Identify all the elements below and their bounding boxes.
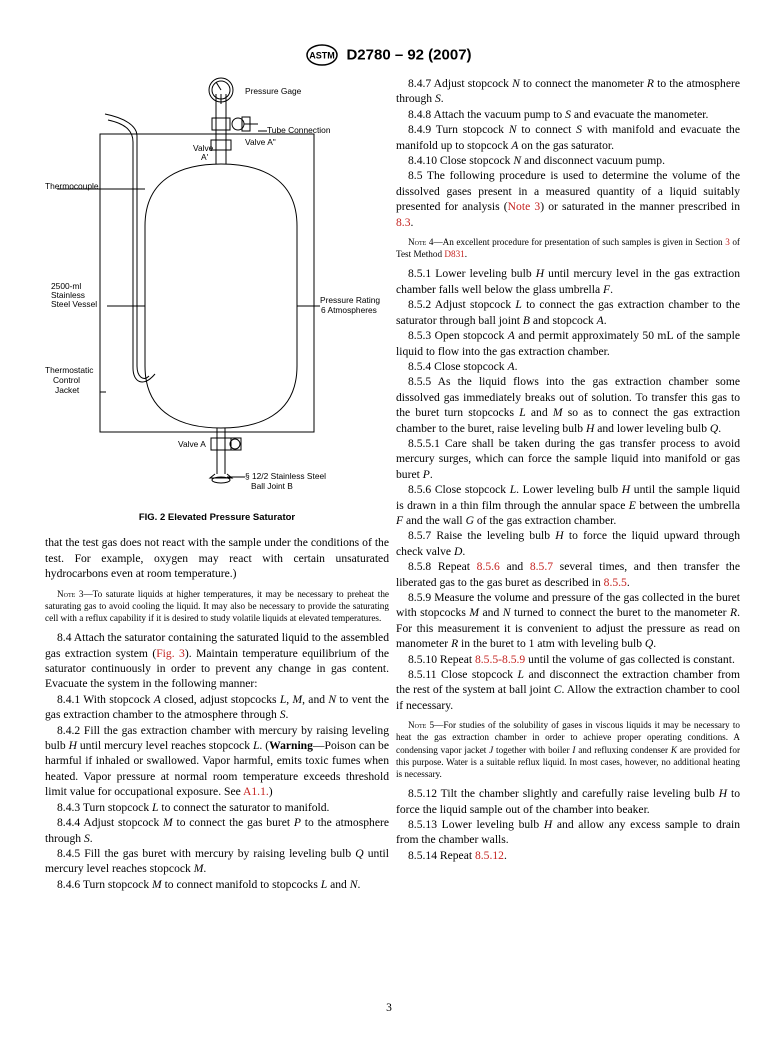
section-8-4-5: 8.4.5 Fill the gas buret with mercury by raising leveling bulb Q until mercury level reaches stopcock M. xyxy=(45,846,390,876)
section-8-4-10: 8.4.10 Close stopcock N and disconnect vacuum pump. xyxy=(408,154,665,168)
section-8-5-7: 8.5.7 Raise the leveling bulb H to force the liquid upward through check valve D. xyxy=(396,529,740,558)
link-d831[interactable]: D831 xyxy=(444,249,465,260)
label-ball-joint-2: Ball Joint B xyxy=(251,481,293,491)
section-8-5-12: 8.5.12 Tilt the chamber slightly and carefully raise leveling bulb H to force the liquid sample out of the chamber into beaker. xyxy=(396,787,740,816)
label-vessel-2: Stainless xyxy=(51,290,85,300)
label-jacket-1: Thermostatic xyxy=(45,365,94,375)
standard-designation: D2780 – 92 (2007) xyxy=(346,46,472,64)
label-vessel-3: Steel Vessel xyxy=(51,299,98,309)
section-8-4: 8.4 Attach the saturator containing the saturated liquid to the assembled gas extraction system (Fig. 3). Maintain temperature equilibrium of the saturator continuously in order to prevent any change in gas content. Evacuate the system in the following manner: xyxy=(45,631,390,691)
link-note-3[interactable]: Note 3 xyxy=(507,200,541,214)
label-tube-connection: Tube Connection xyxy=(267,125,331,135)
section-8-5-8: 8.5.8 Repeat 8.5.6 and 8.5.7 several times, and then transfer the liberated gas to the gas buret as described in 8.5.5. xyxy=(396,560,740,589)
note-3-label: Note xyxy=(57,588,76,599)
label-valve-a1-line2: A' xyxy=(201,152,209,162)
left-column xyxy=(45,76,389,892)
section-8-5-2: 8.5.2 Adjust stopcock L to connect the gas extraction chamber to the saturator through ball joint B and stopcock A. xyxy=(396,298,740,327)
section-8-4-8: 8.4.8 Attach the vacuum pump to S and evacuate the manometer. xyxy=(408,107,709,121)
section-8-4-4: 8.4.4 Adjust stopcock M to connect the gas buret P to the atmosphere through S. xyxy=(45,816,389,845)
label-vessel-1: 2500-ml xyxy=(51,281,82,291)
link-8-5-6[interactable]: 8.5.6 xyxy=(476,560,500,574)
link-section-3[interactable]: 3 xyxy=(725,237,730,248)
saturator-diagram xyxy=(45,76,389,508)
section-8-4-3: 8.4.3 Turn stopcock L to connect the saturator to manifold. xyxy=(57,800,330,814)
section-8-5-10: 8.5.10 Repeat 8.5.5-8.5.9 until the volume of gas collected is constant. xyxy=(408,652,735,666)
section-8-5-1: 8.5.1 Lower leveling bulb H until mercury level in the gas extraction chamber falls well below the glass umbrella F. xyxy=(396,267,740,296)
label-jacket-3: Jacket xyxy=(55,385,80,395)
page-header xyxy=(0,44,778,66)
note-3-text: 3—To saturate liquids at higher temperatures, it may be necessary to preheat the saturating gas to avoid cooling the liquid. It may also be necessary to provide the saturating cell with a reflux capability if it is desired to study volatile liquids at elevated temperatures. xyxy=(45,588,389,624)
link-fig-3[interactable]: Fig. 3 xyxy=(156,646,185,660)
section-8-4-2: 8.4.2 Fill the gas extraction chamber with mercury by raising leveling bulb H until mercury level reaches stopcock L. (Warning—Poison can be harmful if inhaled or swallowed. Vapor harmful, emits toxic fumes when heated. Vapor pressure at normal room temperature exceeds threshold limit value for occupational exposure. See A1.1.) xyxy=(45,723,389,799)
figure-caption: FIG. 2 Elevated Pressure Saturator xyxy=(138,512,296,523)
note-4: Note 4—An excellent procedure for presentation of such samples is given in Section 3 of Test Method D831. xyxy=(396,237,740,260)
label-rating-1: Pressure Rating xyxy=(320,295,381,305)
astm-logo-icon xyxy=(306,44,338,66)
label-jacket-2: Control xyxy=(53,375,80,385)
section-8-5-13: 8.5.13 Lower leveling bulb H and allow any excess sample to drain from the chamber walls. xyxy=(396,818,741,847)
label-rating-2: 6 Atmospheres xyxy=(321,305,377,315)
label-valve-a1-line1: Valve xyxy=(193,143,214,153)
link-8-3[interactable]: 8.3 xyxy=(396,215,411,229)
page-number: 3 xyxy=(386,1002,392,1014)
section-8-5-5: 8.5.5 As the liquid flows into the gas extraction chamber some dissolved gas immediately breaks out of solution. To transfer this gas to the buret turn stopcocks L and M so as to connect the gas extraction chamber to the buret, raise leveling bulb H and lower leveling bulb Q. xyxy=(396,375,741,435)
warning-label: Warning xyxy=(269,739,313,753)
section-8-5-6: 8.5.6 Close stopcock L. Lower leveling bulb H until the sample liquid is drawn in a thin film through the annular space E between the umbrella F and the wall G of the gas extraction chamber. xyxy=(396,483,740,527)
label-thermocouple: Thermocouple xyxy=(45,181,99,191)
section-8-4-6: 8.4.6 Turn stopcock M to connect manifold to stopcocks L and N. xyxy=(57,877,361,891)
link-a1-1[interactable]: A1.1. xyxy=(243,785,269,799)
section-8-5-3: 8.5.3 Open stopcock A and permit approximately 50 mL of the sample liquid to flow into the gas extraction chamber. xyxy=(396,329,740,358)
section-8-5: 8.5 The following procedure is used to determine the volume of the dissolved gases present in a measured quantity of a liquid suitably presented for analysis (Note 3) or saturated in the manner prescribed in 8.3. xyxy=(396,169,740,229)
jacket-outline xyxy=(100,134,314,432)
link-8-5-5[interactable]: 8.5.5 xyxy=(603,575,627,589)
svg-text:ASTM: ASTM xyxy=(309,50,336,61)
section-8-5-9: 8.5.9 Measure the volume and pressure of the gas collected in the buret with stopcocks M and N turned to connect the buret to the manometer R. For this measurement it is convenient to adjust the pressure as read on manometer R in the buret to 1 atm with leveling bulb Q. xyxy=(396,591,740,651)
section-8-5-5-1: 8.5.5.1 Care shall be taken during the gas transfer process to avoid mercury surges, which can force the sample liquid into manifold or gas buret P. xyxy=(396,436,740,481)
paragraph-continuation: that the test gas does not react with the sample under the conditions of the test. For example, oxygen may react with certain unsaturated hydrocarbons even at room temperature.) xyxy=(45,536,389,581)
link-8-5-7[interactable]: 8.5.7 xyxy=(529,560,554,574)
note-5: Note 5—For studies of the solubility of gases in viscous liquids it may be necessary to heat the gas extraction chamber in order to achieve proper operating conditions. A condensing vapor jacket J together with boiler I and refluxing condenser K are provided for this purpose. Water is a suitable reflux liquid. In most cases, however, no additional heating is necessary. xyxy=(396,720,741,780)
section-8-5-4: 8.5.4 Close stopcock A. xyxy=(408,359,518,373)
figure-2 xyxy=(45,76,389,508)
label-valve-a2: Valve A" xyxy=(245,137,276,147)
section-8-4-7: 8.4.7 Adjust stopcock N to connect the manometer R to the atmosphere through S. xyxy=(396,77,740,106)
vessel-outline xyxy=(145,164,297,428)
section-8-4-9: 8.4.9 Turn stopcock N to connect S with manifold and evacuate the manifold up to stopcock A on the gas saturator. xyxy=(396,123,740,152)
label-pressure-gage: Pressure Gage xyxy=(245,86,302,96)
label-valve-a: Valve A xyxy=(178,439,206,449)
right-column xyxy=(396,76,740,863)
note-3 xyxy=(45,588,389,625)
section-8-4-1: 8.4.1 With stopcock A closed, adjust stopcocks L, M, and N to vent the gas extraction chamber to the atmosphere through S. xyxy=(45,692,389,722)
section-8-5-14: 8.5.14 Repeat 8.5.12. xyxy=(408,848,507,862)
section-8-5-11: 8.5.11 Close stopcock L and disconnect the extraction chamber from the rest of the system at ball joint C. Allow the extraction chamber to cool if necessary. xyxy=(396,668,740,712)
link-8-5-5-8-5-9[interactable]: 8.5.5-8.5.9 xyxy=(474,652,526,666)
link-8-5-12[interactable]: 8.5.12 xyxy=(474,848,504,862)
label-ball-joint-1: § 12/2 Stainless Steel xyxy=(245,471,327,481)
